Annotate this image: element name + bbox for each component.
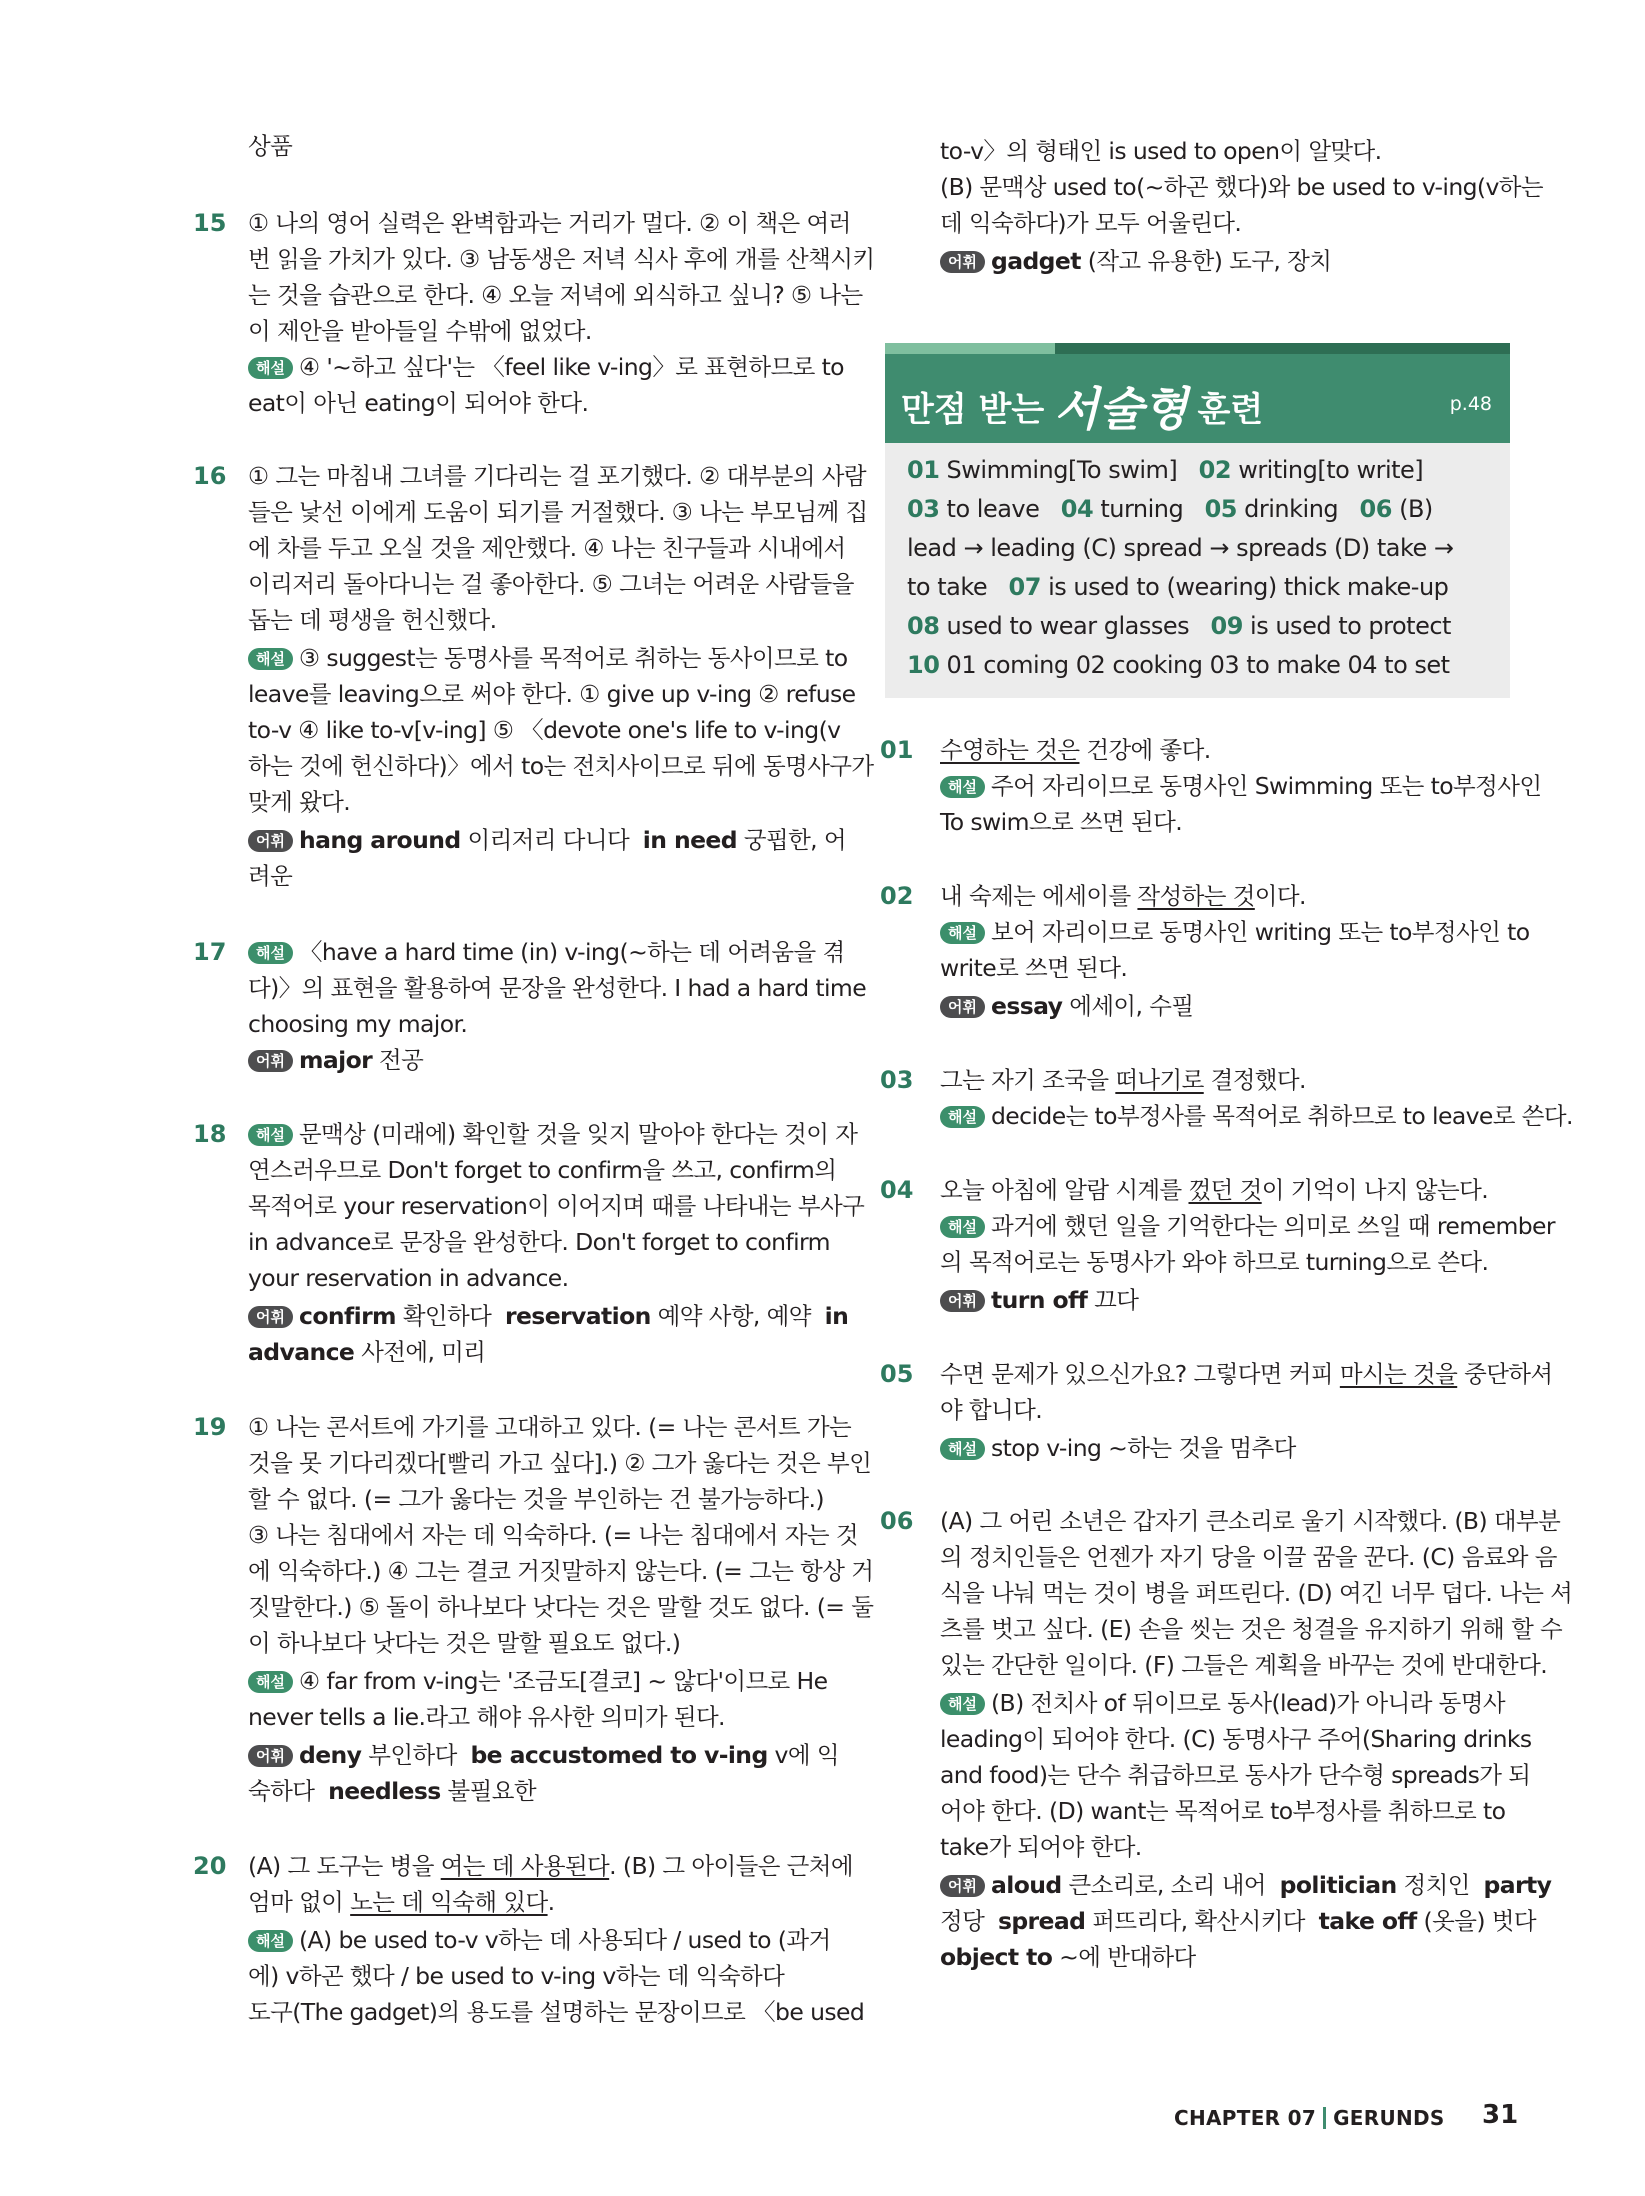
explanation-text: To swim으로 쓰면 된다. (940, 808, 1183, 836)
item-text: 수면 문제가 있으신가요? 그렇다면 커피 (940, 1360, 1340, 1388)
answer-text: is used to protect (1250, 612, 1451, 640)
item-text: 것을 못 기다리겠다[빨리 가고 싶다].) ② 그가 옳다는 것은 부인 (248, 1449, 872, 1477)
item-text: 그는 자기 조국을 (940, 1066, 1116, 1094)
item-number: 17 (193, 938, 227, 966)
explanation-text: 주어 자리이므로 동명사인 Swimming 또는 to부정사인 (990, 772, 1542, 800)
continuation-text: (B) 문맥상 used to(~하곤 했다)와 be used to v-ing(v하는 (940, 173, 1544, 201)
vocab-term: spread (997, 1907, 1086, 1935)
banner-stripe-accent (885, 343, 1055, 354)
explanation-text: (A) be used to-v v하는 데 사용되다 / used to (과거 (298, 1926, 831, 1954)
item-text: (A) 그 도구는 병을 (248, 1852, 441, 1880)
vocab-term: essay (990, 992, 1063, 1020)
explanation-text: leave를 leaving으로 써야 한다. ① give up v-ing ② refuse (248, 680, 856, 708)
explanation-text: 다)〉의 표현을 활용하여 문장을 완성한다. I had a hard time (248, 974, 867, 1002)
item-text: 있는 간단한 일이다. (F) 그들은 계획을 바꾸는 것에 반대한다. (940, 1651, 1548, 1679)
vocab-term: hang around (298, 826, 461, 854)
footer-divider (1323, 2107, 1326, 2129)
explanation-text: 보어 자리이므로 동명사인 writing 또는 to부정사인 to (990, 918, 1530, 946)
answer-text: drinking (1244, 495, 1339, 523)
explanation-text: 목적어로 your reservation이 이어지며 때를 나타내는 부사구 (248, 1192, 865, 1220)
page-number: 31 (1482, 2100, 1519, 2130)
answer-text: 01 coming 02 cooking 03 to make 04 to set (946, 651, 1450, 679)
answer-text: (B) (1399, 495, 1433, 523)
vocab-meaning: 정치인 (1403, 1871, 1470, 1899)
footer-chapter (1174, 2106, 1445, 2130)
vocab-term: turn off (990, 1286, 1088, 1314)
footer-chapter-label: CHAPTER 07 (1174, 2106, 1317, 2130)
item-number: 05 (880, 1360, 914, 1388)
underlined-text: 노는 데 익숙해 있다 (350, 1888, 548, 1916)
explanation-text: leading이 되어야 한다. (C) 동명사구 주어(Sharing drinks (940, 1725, 1532, 1753)
footer-section-label: GERUNDS (1333, 2106, 1445, 2130)
explanation-text: decide는 to부정사를 목적어로 취하므로 to leave로 쓴다. (990, 1102, 1573, 1130)
banner-title (901, 373, 1263, 439)
explanation-text: 하는 것에 헌신하다)〉에서 to는 전치사이므로 뒤에 동명사구가 (248, 752, 874, 780)
item-number: 19 (193, 1413, 227, 1441)
item-number: 06 (880, 1507, 914, 1535)
vocab-term: be accustomed to v-ing (470, 1741, 768, 1769)
vocab-tag: 어휘 (248, 1745, 293, 1767)
explanation-text: stop v-ing ~하는 것을 멈추다 (990, 1434, 1296, 1462)
vocab-term: needless (328, 1777, 441, 1805)
underlined-text: 마시는 것을 (1339, 1360, 1458, 1388)
answer-number: 10 (907, 651, 940, 679)
explanation-text: 의 목적어로는 동명사가 와야 하므로 turning으로 쓴다. (940, 1248, 1489, 1276)
item-number: 03 (880, 1066, 914, 1094)
answer-number: 06 (1359, 495, 1392, 523)
explanation-text: ④ '~하고 싶다'는 〈feel like v-ing〉로 표현하므로 to (298, 353, 844, 381)
answer-number: 01 (907, 456, 940, 484)
underlined-text: 수영하는 것은 (940, 736, 1080, 764)
item-text: 번 읽을 가치가 있다. ③ 남동생은 저녁 식사 후에 개를 산책시키 (248, 245, 875, 273)
answer-text: turning (1100, 495, 1184, 523)
explanation-text: in advance로 문장을 완성한다. Don't forget to confirm (248, 1228, 830, 1256)
vocab-term: take off (1318, 1907, 1417, 1935)
vocab-term: advance (248, 1338, 355, 1366)
item-text: (A) 그 어린 소년은 갑자기 큰소리로 울기 시작했다. (B) 대부분 (940, 1507, 1561, 1535)
item-text: ① 그는 마침내 그녀를 기다리는 걸 포기했다. ② 대부분의 사람 (248, 462, 866, 490)
vocab-meaning: 부인하다 (368, 1741, 457, 1769)
vocab-tag: 어휘 (248, 1306, 293, 1328)
item-text: ③ 나는 침대에서 자는 데 익숙하다. (= 나는 침대에서 자는 것 (248, 1521, 858, 1549)
answer-number: 07 (1008, 573, 1041, 601)
vocab-meaning: 확인하다 (402, 1302, 492, 1330)
vocab-tag: 어휘 (940, 251, 985, 273)
explanation-tag: 해설 (248, 357, 293, 379)
underlined-text: 여는 데 사용된다 (440, 1852, 610, 1880)
vocab-meaning: 려운 (248, 862, 293, 890)
item-text: 건강에 좋다. (1079, 736, 1211, 764)
explanation-tag: 해설 (940, 1106, 985, 1128)
vocab-tag: 어휘 (248, 1050, 293, 1072)
explanation-text: 과거에 했던 일을 기억한다는 의미로 쓰일 때 remember (990, 1212, 1555, 1240)
item-text: 엄마 없이 (248, 1888, 351, 1916)
banner-page-ref: p.48 (1449, 393, 1492, 415)
vocab-meaning: (작고 유용한) 도구, 장치 (1087, 247, 1332, 275)
vocab-tag: 어휘 (248, 830, 293, 852)
explanation-text: 도구(The gadget)의 용도를 설명하는 문장이므로 〈be used (248, 1998, 865, 2026)
vocab-tag: 어휘 (940, 996, 985, 1018)
explanation-text: 연스러우므로 Don't forget to confirm을 쓰고, confirm의 (248, 1156, 837, 1184)
vocab-meaning: 정당 (940, 1907, 985, 1935)
vocab-meaning: 큰소리로, 소리 내어 (1068, 1871, 1266, 1899)
explanation-text: 〈have a hard time (in) v-ing(~하는 데 어려움을 겪 (298, 938, 845, 966)
explanation-text: (B) 전치사 of 뒤이므로 동사(lead)가 아니라 동명사 (990, 1689, 1505, 1717)
vocab-meaning: 궁핍한, 어 (743, 826, 847, 854)
underlined-text: 작성하는 것 (1137, 882, 1255, 910)
underlined-text: 껐던 것 (1188, 1176, 1262, 1204)
item-text: ① 나의 영어 실력은 완벽함과는 거리가 멀다. ② 이 책은 여러 (248, 209, 851, 237)
item-number: 01 (880, 736, 914, 764)
item-text: . (B) 그 아이들은 근처에 (609, 1852, 853, 1880)
section-banner (885, 343, 1510, 443)
item-text: 이 기억이 나지 않는다. (1261, 1176, 1489, 1204)
item-number: 16 (193, 462, 227, 490)
answer-text: Swimming[To swim] (946, 456, 1178, 484)
explanation-text: never tells a lie.라고 해야 유사한 의미가 된다. (248, 1703, 725, 1731)
item-text: 이 제안을 받아들일 수밖에 없었다. (248, 317, 592, 345)
explanation-tag: 해설 (940, 922, 985, 944)
vocab-term: politician (1279, 1871, 1397, 1899)
vocab-term: major (298, 1046, 373, 1074)
item-text: . (547, 1888, 555, 1916)
explanation-text: 맞게 왔다. (248, 788, 351, 816)
continuation-text: to-v〉의 형태인 is used to open이 알맞다. (940, 137, 1382, 165)
answer-text: writing[to write] (1238, 456, 1424, 484)
vocab-meaning: 불필요한 (447, 1777, 536, 1805)
explanation-text: choosing my major. (248, 1010, 468, 1038)
answer-box (885, 443, 1510, 698)
vocab-meaning: 사전에, 미리 (361, 1338, 486, 1366)
item-number: 02 (880, 882, 914, 910)
vocab-meaning: 이리저리 다니다 (467, 826, 630, 854)
banner-title-text: 만점 받는 (901, 390, 1045, 430)
explanation-text: your reservation in advance. (248, 1264, 569, 1292)
item-text: 에 차를 두고 오실 것을 제안했다. ④ 나는 친구들과 시내에서 (248, 534, 846, 562)
item-number: 04 (880, 1176, 914, 1204)
explanation-text: to-v ④ like to-v[v-ing] ⑤ 〈devote one's life to v-ing(v (248, 716, 841, 744)
answer-text: used to wear glasses (946, 612, 1190, 640)
banner-title-script: 서술형 (1054, 382, 1188, 436)
vocab-meaning: 에세이, 수필 (1069, 992, 1194, 1020)
explanation-text: ④ far from v-ing는 '조금도[결코] ~ 않다'이므로 He (298, 1667, 828, 1695)
explanation-text: 어야 한다. (D) want는 목적어로 to부정사를 취하므로 to (940, 1797, 1506, 1825)
item-number: 18 (193, 1120, 227, 1148)
answer-number: 02 (1198, 456, 1232, 484)
item-text: 의 정치인들은 언젠가 자기 당을 이끌 꿈을 꾼다. (C) 음료와 음 (940, 1543, 1557, 1571)
answer-number: 05 (1204, 495, 1238, 523)
item-text: 이 하나보다 낫다는 것은 말할 필요도 없다.) (248, 1629, 681, 1657)
vocab-meaning: 전공 (379, 1046, 424, 1074)
explanation-text: take가 되어야 한다. (940, 1833, 1142, 1861)
answer-number: 03 (907, 495, 940, 523)
vocab-term: party (1483, 1871, 1552, 1899)
underlined-text: 떠나기로 (1115, 1066, 1204, 1094)
item-text: 는 것을 습관으로 한다. ④ 오늘 저녁에 외식하고 싶니? ⑤ 나는 (248, 281, 863, 309)
item-text: 야 합니다. (940, 1396, 1043, 1424)
vocab-meaning: 퍼뜨리다, 확산시키다 (1092, 1907, 1305, 1935)
item-text: 할 수 없다. (= 그가 옳다는 것을 부인하는 건 불가능하다.) (248, 1485, 824, 1513)
item-text: 결정했다. (1203, 1066, 1306, 1094)
explanation-text: and food)는 단수 취급하므로 동사가 단수형 spreads가 되 (940, 1761, 1531, 1789)
explanation-tag: 해설 (248, 648, 293, 670)
answer-text: lead → leading (C) spread → spreads (D) take → (907, 534, 1454, 562)
vocab-meaning: v에 익 (774, 1741, 839, 1769)
explanation-tag: 해설 (248, 942, 293, 964)
item-text: 이리저리 돌아다니는 걸 좋아한다. ⑤ 그녀는 어려운 사람들을 (248, 570, 854, 598)
item-number: 20 (193, 1852, 227, 1880)
vocab-term: in (824, 1302, 849, 1330)
vocab-meaning: ~에 반대하다 (1059, 1943, 1196, 1971)
explanation-tag: 해설 (940, 776, 985, 798)
item-text: 이다. (1254, 882, 1306, 910)
answer-text: to take (907, 573, 988, 601)
item-text: 짓말한다.) ⑤ 돌이 하나보다 낫다는 것은 말할 것도 없다. (= 둘 (248, 1593, 874, 1621)
vocab-meaning: 예약 사항, 예약 (657, 1302, 811, 1330)
explanation-tag: 해설 (940, 1693, 985, 1715)
vocab-term: reservation (504, 1302, 651, 1330)
item-text: 내 숙제는 에세이를 (940, 882, 1138, 910)
explanation-tag: 해설 (940, 1216, 985, 1238)
vocab-term: in need (642, 826, 737, 854)
answer-text: to leave (946, 495, 1040, 523)
explanation-text: 문맥상 (미래에) 확인할 것을 잊지 말아야 한다는 것이 자 (298, 1120, 858, 1148)
vocab-tag: 어휘 (940, 1290, 985, 1312)
item-text: 들은 낯선 이에게 도움이 되기를 거절했다. ③ 나는 부모님께 집 (248, 498, 868, 526)
vocab-meaning: (옷을) 벗다 (1423, 1907, 1536, 1935)
vocab-meaning: 끄다 (1094, 1286, 1139, 1314)
answer-number: 08 (907, 612, 940, 640)
explanation-tag: 해설 (940, 1438, 985, 1460)
vocab-term: object to (940, 1943, 1053, 1971)
vocab-term: confirm (298, 1302, 396, 1330)
item-text: ① 나는 콘서트에 가기를 고대하고 있다. (= 나는 콘서트 가는 (248, 1413, 852, 1441)
item-text: 중단하셔 (1457, 1360, 1553, 1388)
item-text: 츠를 벗고 싶다. (E) 손을 씻는 것은 청결을 유지하기 위해 할 수 (940, 1615, 1563, 1643)
explanation-tag: 해설 (248, 1930, 293, 1952)
vocab-term: gadget (990, 247, 1081, 275)
answer-number: 09 (1210, 612, 1243, 640)
vocab-term: aloud (990, 1871, 1062, 1899)
explanation-text: write로 쓰면 된다. (940, 954, 1128, 982)
continuation-text: 데 익숙하다)가 모두 어울린다. (940, 209, 1242, 237)
vocab-tag: 어휘 (940, 1875, 985, 1897)
item-text: 에 익숙하다.) ④ 그는 결코 거짓말하지 않는다. (= 그는 항상 거 (248, 1557, 874, 1585)
item-number: 15 (193, 209, 227, 237)
answer-text: is used to (wearing) thick make-up (1048, 573, 1449, 601)
item-text: 오늘 아침에 알람 시계를 (940, 1176, 1189, 1204)
explanation-text: 에) v하곤 했다 / be used to v-ing v하는 데 익숙하다 (248, 1962, 785, 1990)
vocab-meaning: 숙하다 (248, 1777, 315, 1805)
banner-title-text: 훈련 (1197, 390, 1264, 430)
item-text: 식을 나눠 먹는 것이 병을 퍼뜨린다. (D) 여긴 너무 덥다. 나는 셔 (940, 1579, 1573, 1607)
explanation-tag: 해설 (248, 1124, 293, 1146)
answer-number: 04 (1060, 495, 1094, 523)
continuation-text: 상품 (248, 132, 293, 160)
explanation-tag: 해설 (248, 1671, 293, 1693)
item-text: 돕는 데 평생을 헌신했다. (248, 606, 497, 634)
explanation-text: ③ suggest는 동명사를 목적어로 취하는 동사이므로 to (298, 644, 848, 672)
explanation-text: eat이 아닌 eating이 되어야 한다. (248, 389, 589, 417)
vocab-term: deny (298, 1741, 362, 1769)
